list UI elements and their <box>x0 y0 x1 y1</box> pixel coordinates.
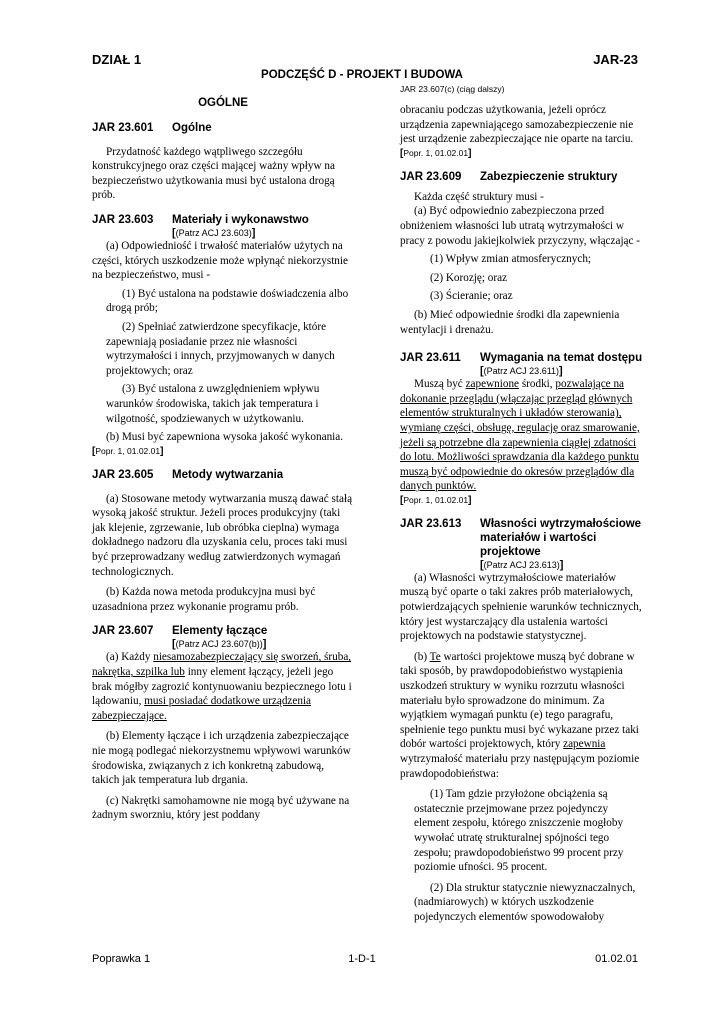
paragraph-a2: (2) Korozję; oraz <box>430 271 508 284</box>
right-column <box>400 84 644 925</box>
section-number: JAR 23.611 <box>400 352 461 365</box>
page-number: 1-D-1 <box>348 953 376 965</box>
amended-text: niesamozabezpieczający się sworzeń, śruba, nakrętka, szpilka lub <box>92 651 352 679</box>
section-number: JAR 23.609 <box>400 170 462 183</box>
paragraph-intro: Każda część struktury musi - <box>414 190 544 203</box>
acj-reference: [(Patrz ACJ 23.611)] <box>480 365 563 378</box>
amended-text: musi posiadać dodatkowe urządzenia zabezpieczające. <box>92 695 312 722</box>
paragraph: Muszą być zapewnione środki, pozwalające na dokonanie przeglądu (włączając przegląd głównych elementów strukturalnych i układów sterowania), wymianę części, obsługę, regulację oraz smarowanie, jeżeli są potrzebne dla zapewnienia ciągłej zdatności do lotu. Możliwości sprawdzania dla każdego punktu muszą być odpowiednie do okresów przeglądów dla danych punktów. <box>400 378 640 493</box>
acj-reference: [(Patrz ACJ 23.603)] <box>172 226 256 239</box>
paragraph-a3: (3) Ścieranie; oraz <box>430 290 513 303</box>
paragraph-a: (a) Każdy niesamozabezpieczający się sworzeń, śruba, nakrętka, szpilka lub inny element łączący, jeżeli jego brak mógłby zagrozić kontynuowaniu bezpiecznego lotu i lądowaniu, musi posiadać dodatkowe urządzenia zabezpieczające. <box>92 651 352 722</box>
paragraph-b: (b) Mieć odpowiednie środki dla zapewnienia wentylacji i drenażu. <box>400 308 620 336</box>
amended-text: zapewnione <box>465 378 520 391</box>
section-title: Elementy łączące <box>172 625 268 638</box>
section-title: Ogólne <box>172 121 212 134</box>
section-number: JAR 23.607 <box>92 625 154 638</box>
acj-reference: [(Patrz ACJ 23.607(b))] <box>172 638 267 651</box>
chapter-label: DZIAŁ 1 <box>92 52 142 67</box>
paragraph-a: (a) Odpowiedniość i trwałość materiałów użytych na części, których uszkodzenie może wpłynąć niekorzystnie na bezpieczeństwo, musi - <box>92 239 348 282</box>
paragraph-c: (c) Nakrętki samohamowne nie mogą być używane na żadnym sworzniu, który jest poddany <box>92 794 350 822</box>
paragraph-b: (b) Każda nowa metoda produkcyjna musi być uzasadniona przez wykonanie programu prób. <box>92 586 316 613</box>
section-title: Wymagania na temat dostępu <box>480 352 643 365</box>
subpart-title: PODCZĘŚĆ D - PROJEKT I BUDOWA <box>261 69 463 81</box>
section-23-603-heading <box>92 213 354 227</box>
left-column <box>92 84 354 823</box>
section-number: JAR 23.603 <box>92 213 154 226</box>
paragraph-b1: (1) Tam gdzie przyłożone obciążenia są ostatecznie przejmowane przez pojedynczy element zespołu, którego zniszczenie mogłoby wywołać utratę strukturalnej spójności tego zespołu; prawdopodobieństwo 99 procent przy poziomie ufności. 95 procent. <box>414 788 624 874</box>
section-title: Zabezpieczenie struktury <box>480 170 618 183</box>
amended-text: zapewnia <box>563 738 606 751</box>
section-23-613-heading <box>400 517 644 559</box>
section-title: Własności wytrzymałościowe materiałów i wartości projektowe <box>480 517 642 558</box>
amendment-note: [Popr. 1, 01.02.01] <box>400 147 472 159</box>
section-23-609-heading <box>400 170 644 184</box>
paragraph-a3: (3) Być ustalona z uwzględnieniem wpływu warunków środowiska, takich jak temperatura i wilgotność, spodziewanych w użytkowaniu. <box>106 383 320 425</box>
paragraph-a: (a) Stosowane metody wytwarzania muszą dawać stałą wysoką jakość struktur. Jeżeli proces produkcyjny (taki jak klejenie, zgrzewanie, lub obróbka cieplna) wymaga dokładnego nadzoru dla uzyskania celu, proces taki musi być przeprowadzany według zatwierdzonych wymagań technologicznych. <box>92 492 353 578</box>
section-number: JAR 23.605 <box>92 468 154 481</box>
section-number: JAR 23.601 <box>92 121 154 134</box>
paragraph-a: (a) Być odpowiednio zabezpieczona przed obniżeniem własności lub utratą wytrzymałości w pracy z powodu jakiejkolwiek przyczyny, włączając - <box>400 205 641 247</box>
paragraph-b: (b) Musi być zapewniona wysoka jakość wykonania. <box>106 431 344 444</box>
amendment-note: [Popr. 1, 01.02.01] <box>92 445 164 457</box>
acj-reference: [(Patrz ACJ 23.613)] <box>480 558 564 571</box>
paragraph-continued: obracaniu podczas użytkowania, jeżeli oprócz urządzenia zapewniającego samozabezpieczenie nie jest urządzenie zabezpieczające nie oparte na tarciu. <box>400 104 634 146</box>
section-23-607-heading <box>92 624 354 638</box>
section-title: Metody wytwarzania <box>172 468 284 481</box>
section-heading: OGÓLNE <box>198 97 248 109</box>
paragraph-b: (b) Te wartości projektowe muszą być dobrane w taki sposób, by prawdopodobieństwo wystąpienia uszkodzeń struktury w wyniku rozrzutu własności materiału było sprowadzone do minimum. Za wyjątkiem wymagań punktu (e) tego paragrafu, spełnienie tego punktu musi być wykazane przez taki dobór wartości projektowych, który zapewnia wytrzymałość materiału przy następującym poziomie prawdopodobieństwa: <box>400 650 640 780</box>
paragraph-a: (a) Własności wytrzymałościowe materiałów muszą być oparte o taki zakres prób materiałowych, potwierdzających spełnienie warunków technicznych, który jest wystarczający dla ustalenia wartości projektowych na podstawie statystycznej. <box>400 571 642 643</box>
paragraph: Przydatność każdego wątpliwego szczegółu konstrukcyjnego oraz części mającej ważny wpływ na bezpieczeństwo użytkowania musi być ustalona drogą prób. <box>92 145 335 202</box>
paragraph-a1: (1) Być ustalona na podstawie doświadczenia albo drogą prób; <box>106 287 349 315</box>
document-code: JAR-23 <box>593 52 638 67</box>
amendment-note: [Popr. 1, 01.02.01] <box>400 494 472 506</box>
amendment-footer: Poprawka 1 <box>92 953 151 965</box>
section-title: Materiały i wykonawstwo <box>172 213 309 226</box>
section-number: JAR 23.613 <box>400 517 462 530</box>
paragraph-a2: (2) Spełniać zatwierdzone specyfikacje, które zapewniają posiadanie przez nie własności wytrzymałości i innych, przyjmowanych w danych projektowych; oraz <box>106 320 335 377</box>
paragraph-b: (b) Elementy łączące i ich urządzenia zabezpieczające nie mogą podlegać niekorzystnemu wpływowi warunków środowiska, związanych z ich konkretną zabudową, takich jak temperatura lub drgania. <box>92 730 351 787</box>
section-23-605-heading <box>92 468 354 482</box>
amended-text: Te <box>429 650 441 663</box>
continuation-label: JAR 23.607(c) (ciąg dalszy) <box>400 84 505 94</box>
paragraph-b2: (2) Dla struktur statycznie niewyznaczalnych, (nadmiarowych) w których uszkodzenie pojedynczych elementów spowodowałoby <box>414 881 636 923</box>
section-23-601-heading <box>92 121 354 135</box>
amended-text: pozwalające na dokonanie przeglądu (włączając przegląd głównych elementów strukturalnych i układów sterowania), wymianę części, obsługę, regulację oraz smarowanie, jeżeli są potrzebne dla zapewnienia ciągłej zdatności do lotu. Możliwości sprawdzania dla każdego punktu muszą być odpowiednie do okresów przeglądów dla danych punktów. <box>400 378 640 493</box>
section-23-611-heading <box>400 351 644 365</box>
issue-date: 01.02.01 <box>595 953 638 965</box>
paragraph-a1: (1) Wpływ zmian atmosferycznych; <box>430 253 592 266</box>
